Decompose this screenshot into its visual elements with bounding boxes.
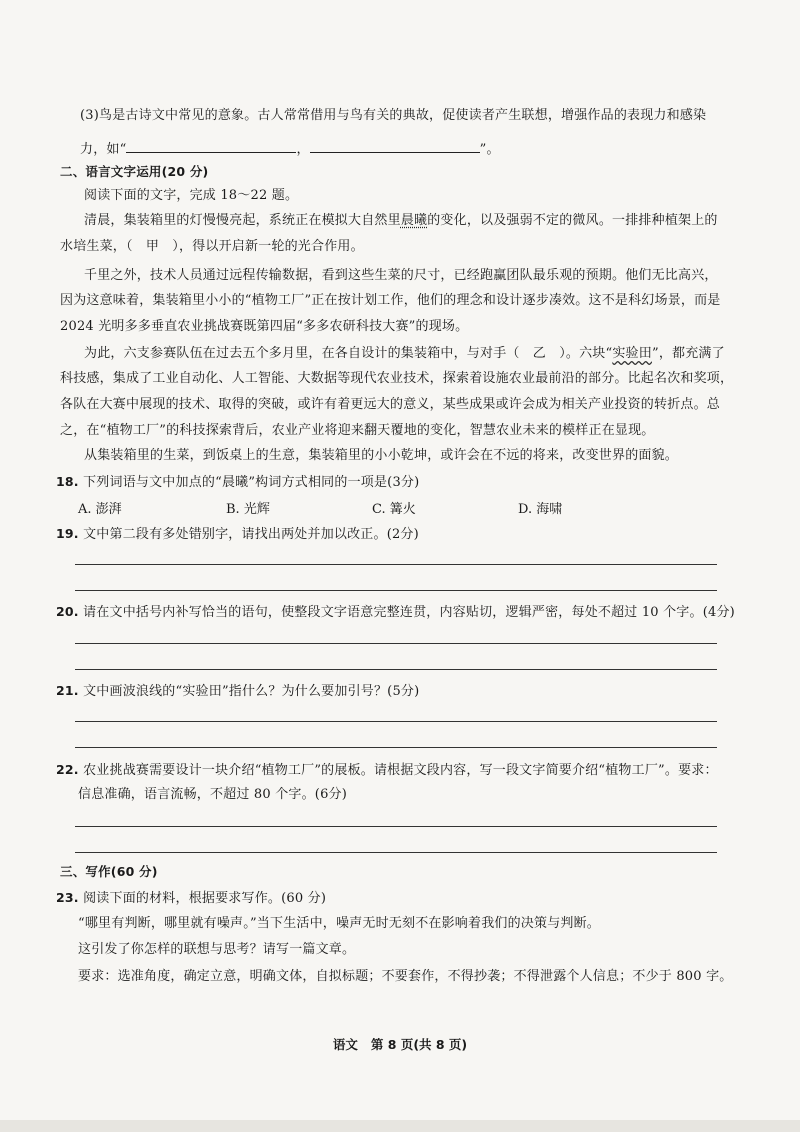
para1-line1 xyxy=(84,211,718,231)
q19-stem xyxy=(56,524,419,545)
section2-heading: 二、语言文字运用(20 分) xyxy=(60,164,209,179)
q3-blank-2[interactable] xyxy=(310,138,480,153)
q21-number: 21. xyxy=(56,683,79,698)
q3-line1: (3)鸟是古诗文中常见的意象。古人常常借用与鸟有关的典故，促使读者产生联想，增强作品的表现力和感染 xyxy=(80,108,707,123)
q21-stem xyxy=(56,681,419,702)
q22-text-line1: 农业挑战赛需要设计一块介绍“植物工厂”的展板。请根据文段内容，写一段文字简要介绍“植物工厂”。要求： xyxy=(83,763,718,778)
section2-intro: 阅读下面的文字，完成 18～22 题。 xyxy=(84,188,299,203)
q21-answer-line-1[interactable] xyxy=(75,721,717,722)
page-footer xyxy=(0,1035,800,1053)
q20-number: 20. xyxy=(56,604,79,619)
para3-line2: 科技感，集成了工业自动化、人工智能、大数据等现代农业技术，探索着设施农业最前沿的部分。比起名次和奖项， xyxy=(60,371,734,386)
q19-number: 19. xyxy=(56,526,79,541)
section3-heading: 三、写作(60 分) xyxy=(60,864,158,879)
q23-requirements: 要求：选准角度，确定立意，明确文体，自拟标题；不要套作，不得抄袭；不得泄露个人信息；不少于 800 字。 xyxy=(78,969,733,984)
q20-text: 请在文中括号内补写恰当的语句，使整段文字语意完整连贯，内容贴切，逻辑严密，每处不超过 10 个字。(4分) xyxy=(83,605,735,620)
q21-text: 文中画波浪线的“实验田”指什么？为什么要加引号？(5分) xyxy=(83,684,420,699)
q3-line2-sep: ， xyxy=(296,142,310,157)
para3-line3: 各队在大赛中展现的技术、取得的突破，或许有着更远大的意义，某些成果或许会成为相关产业投资的转折点。总 xyxy=(60,397,721,412)
para3-line1 xyxy=(84,344,725,364)
q19-text: 文中第二段有多处错别字，请找出两处并加以改正。(2分) xyxy=(83,527,419,542)
q18-text: 下列词语与文中加点的“晨曦”构词方式相同的一项是(3分) xyxy=(83,475,420,490)
q18-option-c[interactable]: C. 篝火 xyxy=(372,502,416,517)
q18-option-b[interactable]: B. 光辉 xyxy=(226,502,270,517)
para1-line2: 水培生菜，（ 甲 ），得以开启新一轮的光合作用。 xyxy=(60,239,364,254)
q23-number: 23. xyxy=(56,890,79,905)
q23-text: 阅读下面的材料，根据要求写作。(60 分) xyxy=(83,891,327,906)
para1-text-b: 的变化，以及强弱不定的微风。一排排种植架上的 xyxy=(427,213,718,228)
q3-blank-1[interactable] xyxy=(126,138,296,153)
wavy-word: 实验田 xyxy=(612,346,652,361)
para2-line1: 千里之外，技术人员通过远程传输数据，看到这些生菜的尺寸，已经跑赢团队最乐观的预期。他们无比高兴， xyxy=(84,268,718,283)
q22-answer-line-1[interactable] xyxy=(75,826,717,827)
footer-subject: 语文 xyxy=(332,1037,358,1052)
footer-page-number: 第 8 页(共 8 页) xyxy=(370,1037,468,1052)
scan-bottom-edge xyxy=(0,1120,800,1132)
para3-text-a: 为此，六支参赛队伍在过去五个多月里，在各自设计的集装箱中，与对手（ 乙 ）。六块“ xyxy=(84,346,613,361)
para2-line2: 因为这意味着，集装箱里小小的“植物工厂”正在按计划工作，他们的理念和设计逐步凑效。这不是科幻场景，而是 xyxy=(60,293,721,308)
q23-stem xyxy=(56,888,326,909)
para3-text-b: ”，都充满了 xyxy=(651,346,725,361)
q19-answer-line-2[interactable] xyxy=(75,590,717,591)
q3-line2-suffix: ”。 xyxy=(479,142,500,157)
para2-line3: 2024 光明多多垂直农业挑战赛既第四届“多多农研科技大赛”的现场。 xyxy=(60,319,469,334)
q22-number: 22. xyxy=(56,762,79,777)
q22-stem-line2: 信息准确，语言流畅，不超过 80 个字。(6分) xyxy=(78,787,348,802)
dotted-word: 晨曦 xyxy=(400,213,428,228)
q22-stem-line1 xyxy=(56,760,718,781)
q20-answer-line-1[interactable] xyxy=(75,643,717,644)
q23-prompt: 这引发了你怎样的联想与思考？请写一篇文章。 xyxy=(78,942,356,957)
para3-line4: 之，在“植物工厂”的科技探索背后，农业产业将迎来翻天覆地的变化，智慧农业未来的模样正在显现。 xyxy=(60,423,655,438)
q22-answer-line-2[interactable] xyxy=(75,852,717,853)
q21-answer-line-2[interactable] xyxy=(75,747,717,748)
q3-line2-prefix: 力，如“ xyxy=(80,142,127,157)
q3-line2 xyxy=(80,138,500,160)
q18-option-a[interactable]: A. 澎湃 xyxy=(78,502,122,517)
q18-option-d[interactable]: D. 海啸 xyxy=(518,502,563,517)
q18-stem xyxy=(56,472,419,493)
q23-material: “哪里有判断，哪里就有噪声。”当下生活中，噪声无时无刻不在影响着我们的决策与判断。 xyxy=(78,916,600,931)
q18-number: 18. xyxy=(56,474,79,489)
para1-text-a: 清晨，集装箱里的灯慢慢亮起，系统正在模拟大自然里 xyxy=(84,213,401,228)
q20-answer-line-2[interactable] xyxy=(75,669,717,670)
q19-answer-line-1[interactable] xyxy=(75,564,717,565)
para4: 从集装箱里的生菜，到饭桌上的生意，集装箱里的小小乾坤，或许会在不远的将来，改变世界的面貌。 xyxy=(84,448,679,463)
q20-stem xyxy=(56,602,735,623)
